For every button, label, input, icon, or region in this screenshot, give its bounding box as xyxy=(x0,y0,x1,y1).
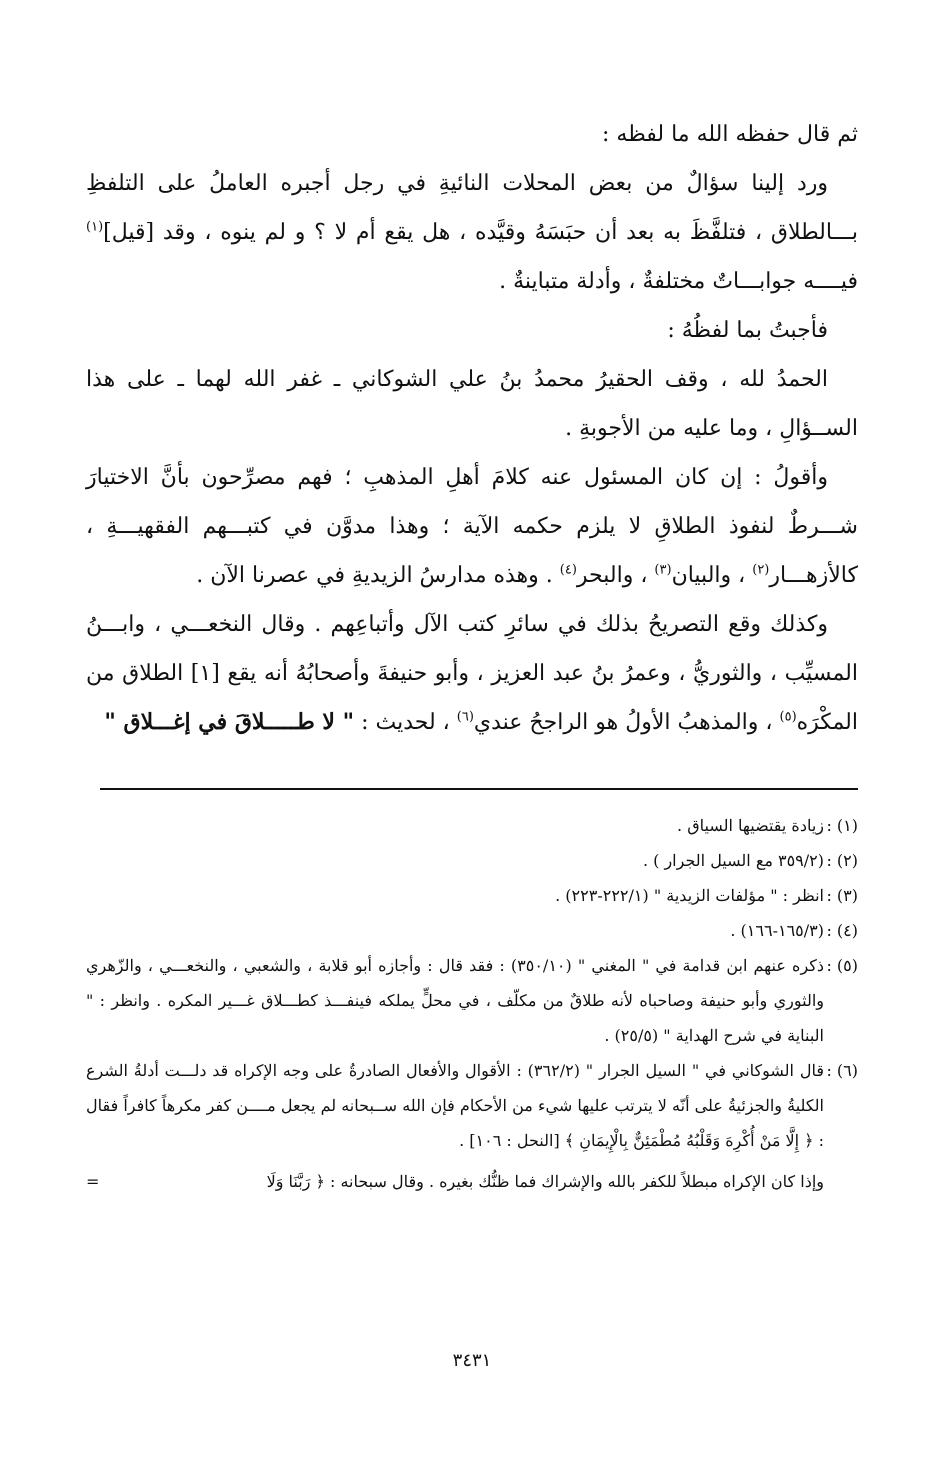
footnote-continuation xyxy=(86,1164,858,1199)
answer-intro: فأجبتُ بما لفظُهُ : xyxy=(667,318,828,343)
footnote-number: (١) : xyxy=(826,816,858,835)
footnote-ref-5[interactable]: (٥) xyxy=(779,709,797,725)
hamd-paragraph: الحمدُ لله ، وقف الحقيرُ محمدُ بنُ علي الشوكاني ـ غفر الله لهما ـ على هذا الســؤالِ ، وما عليه من الأجوبةِ . xyxy=(86,367,858,441)
page-number: ٣٤٣١ xyxy=(452,1350,492,1371)
footnote-number: (٤) : xyxy=(826,921,858,940)
footnote-ref-4[interactable]: (٤) xyxy=(559,562,577,578)
continuation-mark: = xyxy=(86,1172,100,1191)
footnote-text: قال الشوكاني في " السيل الجرار " (٣٦٢/٢) : الأقوال والأفعال الصادرةُ على وجه الإكراه قد دلـــت أدلةُ الشرع الكليةُ والجزئيةُ على أنّه لا يترتب عليها شيء من الأحكام فإن الله ســبحانه لم يجعل مــــن كفر مكرهاً كافراً فقال : ﴿ إِلَّا مَنْ أُكْرِهَ وَقَلْبُهُ مُطْمَئِنٌّ بِالْإِيمَانِ ﴾ [النحل : ١٠٦] . xyxy=(86,1061,824,1150)
footnote-ref-3[interactable]: (٣) xyxy=(654,562,672,578)
question-text-after: فيــــه جوابـــاتٌ مختلفةٌ ، وأدلة متباينةٌ . xyxy=(499,269,858,294)
footnote-continuation-text: وإذا كان الإكراه مبطلاً للكفر بالله والإشراك فما ظنُّك بغيره . وقال سبحانه : ﴿ رَبَّنَا وَلَا xyxy=(266,1172,824,1191)
footnote-6 xyxy=(86,1053,858,1158)
footnote-text: (١٦٥/٣-١٦٦) . xyxy=(730,921,824,940)
footnote-number: (٥) : xyxy=(826,956,858,975)
footnote-text: ذكره عنهم ابن قدامة في " المغني " (٣٥٠/١٠) : فقد قال : وأجازه أبو قلابة ، والشعبي ، والنخعـــي ، والزّهري والثوري وأبو حنيفة وصاحباه لأنه طلاقٌ من مكلّف ، في محلٍّ يملكه فينفـــذ كطـــلاق غـــير المكره . وانظر : " البناية في شرح الهداية " (٢٥/٥) . xyxy=(86,956,825,1045)
hadith-quote: " لا طـــــلاقَ في إغـــلاق " xyxy=(104,709,355,735)
footnote-ref-1[interactable]: (١) xyxy=(86,219,104,235)
footnote-1 xyxy=(86,808,858,843)
question-paragraph xyxy=(86,159,858,306)
p1-text-c: ، والبحر xyxy=(576,563,655,588)
footnote-text: زيادة يقتضيها السياق . xyxy=(677,816,824,835)
paragraph-2 xyxy=(86,600,858,747)
footnote-number: (٣) : xyxy=(826,886,858,905)
intro-line: ثم قال حفظه الله ما لفظه : xyxy=(602,122,858,147)
p1-text-d: . وهذه مدارسُ الزيديةِ في عصرنا الآن . xyxy=(196,563,560,588)
footnotes xyxy=(86,808,858,1199)
footnote-2 xyxy=(86,843,858,878)
footnote-3 xyxy=(86,878,858,913)
footnote-separator xyxy=(100,788,858,790)
p1-text-a: وأقولُ : إن كان المسئول عنه كلامَ أهلِ المذهبِ ؛ فهم مصرِّحون بأنَّ الاختيارَ شـــرطٌ لنفوذ الطلاقِ لا يلزم حكمه الآية ؛ وهذا مدوَّن في كتبـــهم الفقهيـــةِ ، كالأزهـــار xyxy=(86,465,858,588)
p2-text-c: ، لحديث : xyxy=(354,710,457,735)
p2-text-a: وكذلك وقع التصريحُ بذلك في سائرِ كتب الآل وأتباعِهم . وقال النخعـــي ، وابـــنُ المسيِّب ، والثوريُّ ، وعمرُ بنُ عبد العزيز ، وأبو حنيفةَ وأصحابُهُ أنه يقع [١] الطلاق من المكْرَه xyxy=(86,612,858,735)
footnote-5 xyxy=(86,948,858,1053)
footnote-ref-6[interactable]: (٦) xyxy=(456,709,474,725)
p2-text-b: ، والمذهبُ الأولُ هو الراجحُ عندي xyxy=(473,710,780,735)
paragraph-1 xyxy=(86,453,858,600)
question-text: ورد إلينا سؤالٌ من بعض المحلات النائيةِ في رجل أجبره العاملُ على التلفظِ بـــالطلاق ، فتلفَّظَ به بعد أن حبَسَهُ وقيَّده ، هل يقع أم لا ؟ و لم ينوه ، وقد [قيل] xyxy=(86,171,859,245)
footnote-text: (٣٥٩/٢ مع السيل الجرار ) . xyxy=(642,851,824,870)
footnote-number: (٦) : xyxy=(826,1061,858,1080)
footnote-number: (٢) : xyxy=(826,851,858,870)
footnote-4 xyxy=(86,913,858,948)
footnote-ref-2[interactable]: (٢) xyxy=(752,562,770,578)
main-text xyxy=(86,110,858,747)
footnote-text: انظر : " مؤلفات الزيدية " (٢٢٢/١-٢٢٣) . xyxy=(555,886,824,905)
p1-text-b: ، والبيان xyxy=(671,563,753,588)
